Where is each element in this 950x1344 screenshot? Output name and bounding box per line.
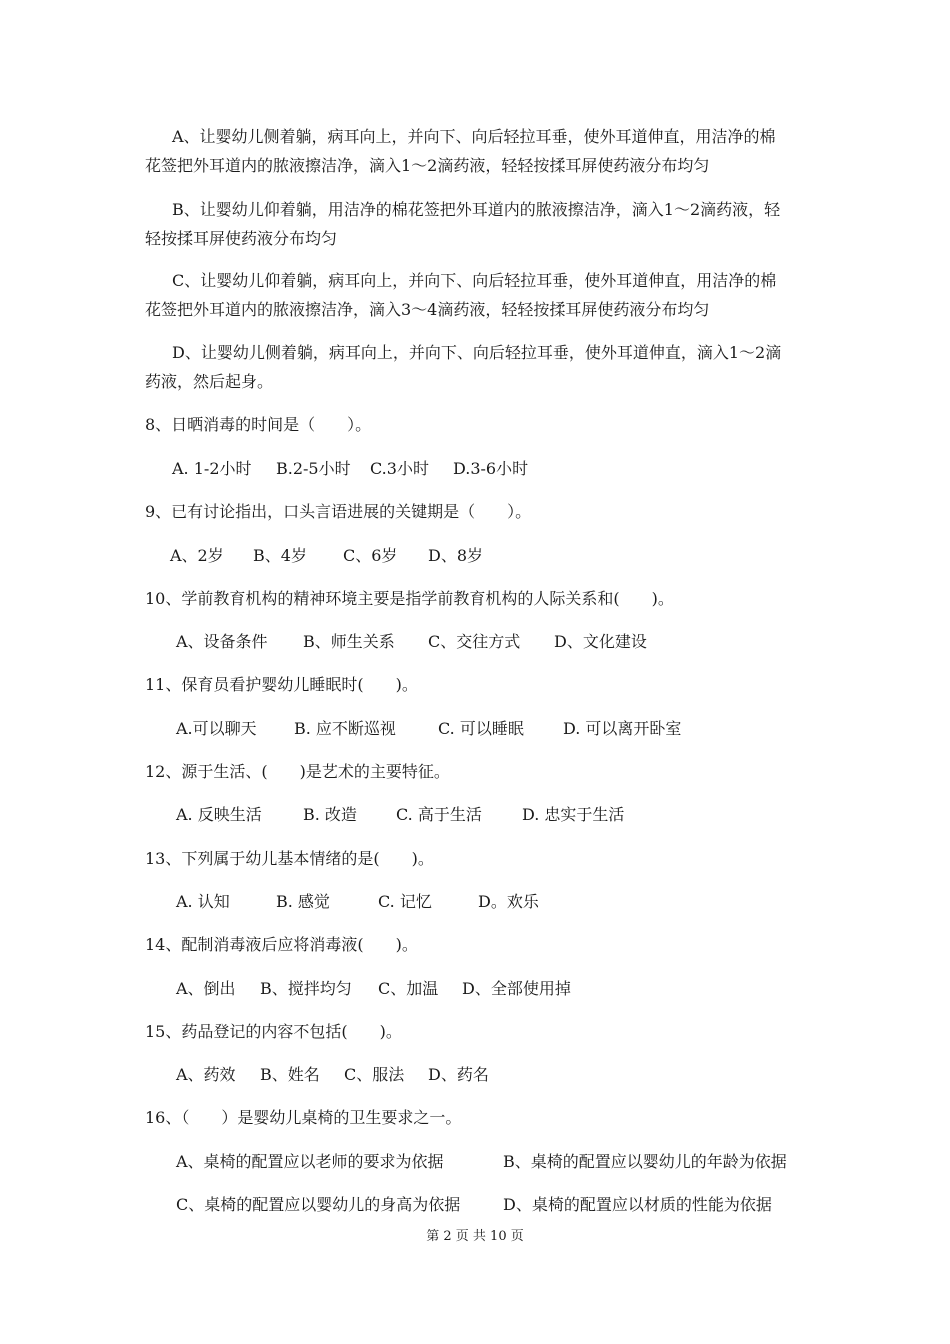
q7-option-c-line1: C、让婴幼儿仰着躺，病耳向上，并向下、向后轻拉耳垂，使外耳道伸直，用洁净的棉: [172, 271, 777, 290]
question-14-option-b: B、搅拌均匀: [260, 979, 352, 998]
question-8-stem: 8、日晒消毒的时间是（ ）。: [145, 415, 372, 434]
question-15-option-b: B、姓名: [260, 1065, 320, 1084]
question-13-option-b: B. 感觉: [276, 892, 330, 911]
question-8-option-a: A. 1-2小时: [172, 459, 252, 478]
question-12-option-b: B. 改造: [303, 805, 357, 824]
question-10-option-d: D、文化建设: [554, 632, 647, 651]
question-10-option-c: C、交往方式: [428, 632, 521, 651]
question-9-option-a: A、2岁: [170, 546, 224, 565]
question-16-option-d: D、桌椅的配置应以材质的性能为依据: [503, 1195, 772, 1214]
question-12-option-a: A. 反映生活: [176, 805, 262, 824]
q7-option-a-line1: A、让婴幼儿侧着躺，病耳向上，并向下、向后轻拉耳垂，使外耳道伸直，用洁净的棉: [172, 127, 776, 146]
question-16-option-a: A、桌椅的配置应以老师的要求为依据: [176, 1152, 444, 1171]
question-11-stem: 11、保育员看护婴幼儿睡眠时( )。: [145, 675, 418, 694]
question-9-option-d: D、8岁: [428, 546, 484, 565]
question-11-option-d: D. 可以离开卧室: [563, 719, 682, 738]
question-10-option-a: A、设备条件: [176, 632, 268, 651]
question-10-stem: 10、学前教育机构的精神环境主要是指学前教育机构的人际关系和( )。: [145, 589, 674, 608]
question-14-stem: 14、配制消毒液后应将消毒液( )。: [145, 935, 418, 954]
q7-option-b-line2: 轻按揉耳屏使药液分布均匀: [145, 229, 338, 248]
question-16-stem: 16、（ ）是婴幼儿桌椅的卫生要求之一。: [145, 1108, 462, 1127]
question-12-option-c: C. 高于生活: [396, 805, 482, 824]
question-13-option-d: D。欢乐: [478, 892, 539, 911]
question-11-option-a: A.可以聊天: [176, 719, 257, 738]
q7-option-d-line2: 药液，然后起身。: [145, 372, 274, 391]
question-15-option-c: C、服法: [344, 1065, 405, 1084]
question-11-option-b: B. 应不断巡视: [294, 719, 396, 738]
question-14-option-a: A、倒出: [176, 979, 236, 998]
question-16-option-c: C、桌椅的配置应以婴幼儿的身高为依据: [176, 1195, 461, 1214]
question-8-option-c: C.3小时: [370, 459, 429, 478]
question-9-option-b: B、4岁: [253, 546, 307, 565]
q7-option-d-line1: D、让婴幼儿侧着躺，病耳向上，并向下、向后轻拉耳垂，使外耳道伸直，滴入1～2滴: [172, 343, 782, 362]
question-14-option-c: C、加温: [378, 979, 439, 998]
question-9-stem: 9、已有讨论指出，口头言语进展的关键期是（ ）。: [145, 502, 532, 521]
question-16-option-b: B、桌椅的配置应以婴幼儿的年龄为依据: [503, 1152, 787, 1171]
question-13-option-a: A. 认知: [176, 892, 230, 911]
q7-option-c-line2: 花签把外耳道内的脓液擦洁净，滴入3～4滴药液，轻轻按揉耳屏使药液分布均匀: [145, 300, 710, 319]
question-9-option-c: C、6岁: [343, 546, 398, 565]
q7-option-a-line2: 花签把外耳道内的脓液擦洁净，滴入1～2滴药液，轻轻按揉耳屏使药液分布均匀: [145, 156, 710, 175]
question-12-stem: 12、源于生活、( )是艺术的主要特征。: [145, 762, 450, 781]
question-13-stem: 13、下列属于幼儿基本情绪的是( )。: [145, 849, 434, 868]
question-15-option-a: A、药效: [176, 1065, 236, 1084]
question-8-option-d: D.3-6小时: [453, 459, 529, 478]
question-15-stem: 15、药品登记的内容不包括( )。: [145, 1022, 402, 1041]
question-14-option-d: D、全部使用掉: [462, 979, 571, 998]
page-number-footer: 第 2 页 共 10 页: [426, 1229, 524, 1244]
question-13-option-c: C. 记忆: [378, 892, 432, 911]
question-11-option-c: C. 可以睡眠: [438, 719, 524, 738]
question-15-option-d: D、药名: [428, 1065, 489, 1084]
question-8-option-b: B.2-5小时: [276, 459, 351, 478]
q7-option-b-line1: B、让婴幼儿仰着躺，用洁净的棉花签把外耳道内的脓液擦洁净，滴入1～2滴药液，轻: [172, 200, 781, 219]
question-10-option-b: B、师生关系: [303, 632, 395, 651]
question-12-option-d: D. 忠实于生活: [522, 805, 625, 824]
